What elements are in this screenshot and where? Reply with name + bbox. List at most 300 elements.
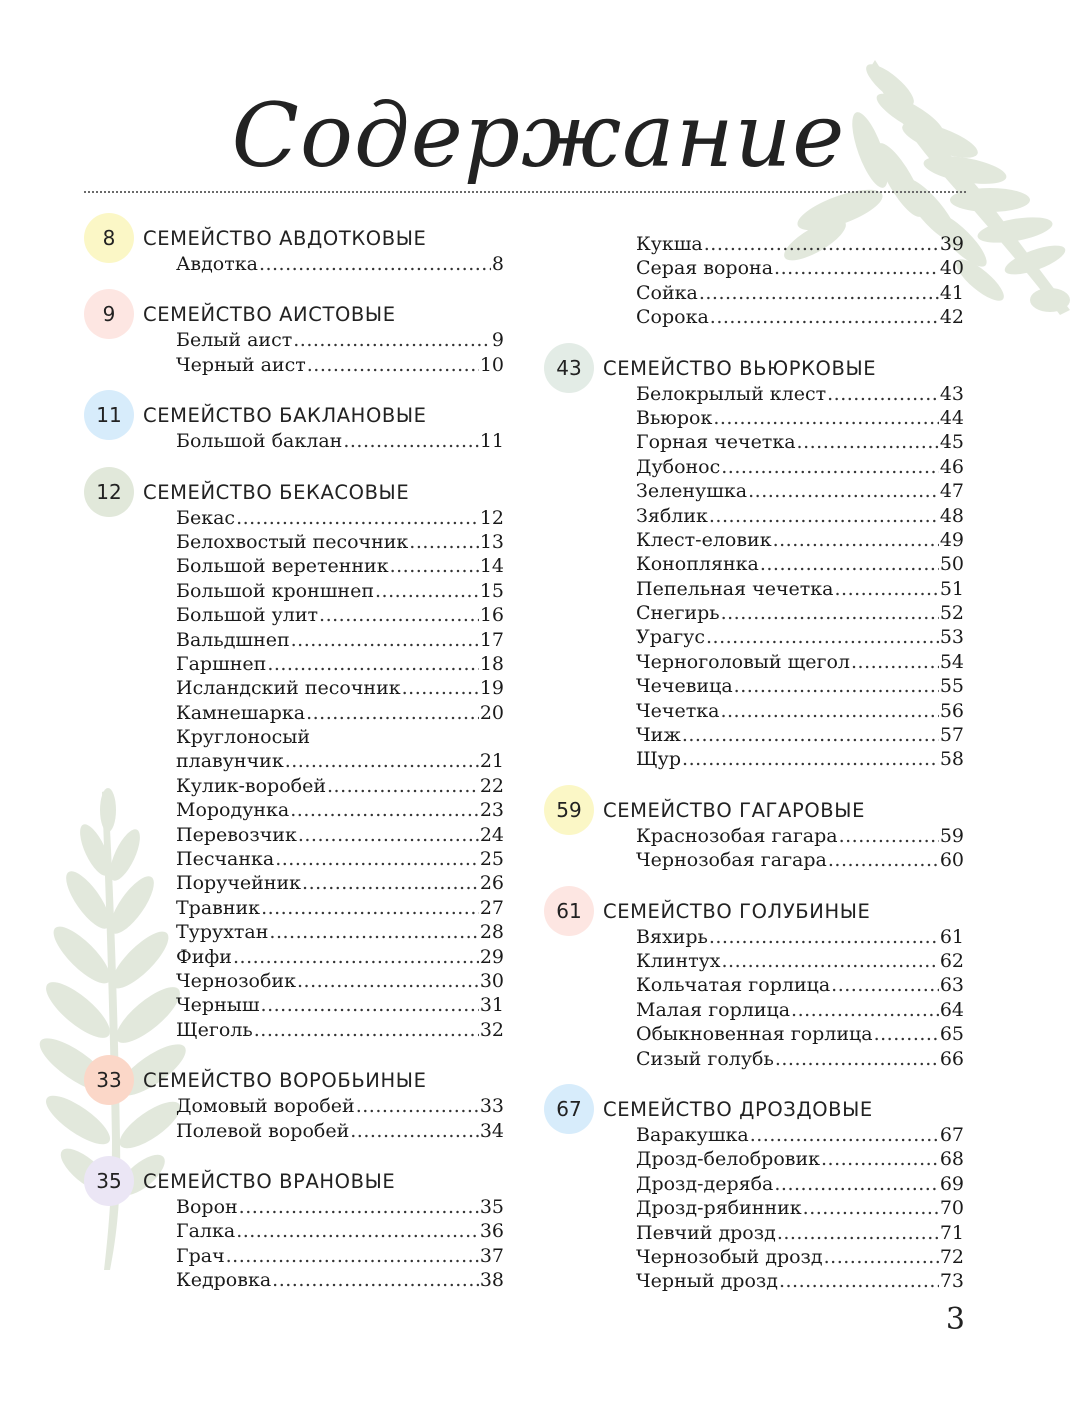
toc-entry[interactable] <box>176 701 504 725</box>
leader-dots <box>824 1245 939 1269</box>
toc-entry[interactable] <box>176 1195 504 1219</box>
entry-page-number: 21 <box>479 750 504 773</box>
leader-dots <box>236 506 479 530</box>
entry-page-number: 30 <box>479 969 504 992</box>
family-heading <box>84 1167 524 1195</box>
entry-page-number: 17 <box>479 628 504 651</box>
toc-entry[interactable] <box>636 406 964 430</box>
leader-dots <box>851 650 939 674</box>
leader-dots <box>834 577 938 601</box>
toc-entry[interactable] <box>636 1196 964 1220</box>
entry-title: Травник <box>176 896 261 919</box>
toc-entry[interactable] <box>636 1221 964 1245</box>
family-page-badge: 11 <box>84 390 134 440</box>
family-name: СЕМЕЙСТВО АИСТОВЫЕ <box>143 303 396 327</box>
entry-page-number: 36 <box>479 1220 504 1243</box>
entry-title: Белохвостый песочник <box>176 530 409 553</box>
leader-dots <box>874 1022 939 1046</box>
toc-entry[interactable] <box>176 429 504 453</box>
entry-title: Щур <box>636 748 682 771</box>
toc-entry[interactable] <box>636 232 964 256</box>
entry-title: Дрозд-рябинник <box>636 1197 802 1220</box>
family-page-badge: 9 <box>84 289 134 339</box>
entry-page-number: 72 <box>939 1245 964 1268</box>
entry-page-number: 34 <box>479 1119 504 1142</box>
entry-title: Перевозчик <box>176 823 297 846</box>
toc-entry[interactable] <box>176 1219 504 1243</box>
leader-dots <box>779 1269 939 1293</box>
leader-dots <box>261 993 479 1017</box>
toc-entry[interactable] <box>636 650 964 674</box>
leader-dots <box>291 628 479 652</box>
leader-dots <box>797 430 939 454</box>
entry-title: Авдотка <box>176 253 258 275</box>
entry-title: Коноплянка <box>636 553 759 576</box>
title-dotted-rule <box>84 191 966 193</box>
toc-entry[interactable] <box>176 506 504 530</box>
entry-page-number: 12 <box>479 506 504 529</box>
entry-title: Круглоносый <box>176 726 311 749</box>
toc-entry[interactable] <box>636 998 964 1022</box>
entry-title: Белый аист <box>176 329 293 352</box>
entry-page-number: 28 <box>479 921 504 944</box>
leader-dots <box>390 554 479 578</box>
family-heading <box>544 796 984 824</box>
entry-page-number: 73 <box>939 1270 964 1293</box>
toc-entry[interactable] <box>176 945 504 969</box>
entry-page-number: 8 <box>491 253 504 275</box>
leader-dots <box>293 328 491 352</box>
leader-dots <box>356 1094 479 1118</box>
entry-title: Ворон <box>176 1195 238 1218</box>
entry-title: Исландский песочник <box>176 677 401 700</box>
entry-title: Песчанка <box>176 848 275 871</box>
leader-dots <box>720 699 938 723</box>
toc-entry[interactable] <box>176 676 504 700</box>
entry-title: Певчий дрозд <box>636 1221 776 1244</box>
entry-title: Клинтух <box>636 949 721 972</box>
entry-title: Дрозд-деряба <box>636 1172 774 1195</box>
toc-entry[interactable] <box>176 1094 504 1118</box>
entry-page-number: 57 <box>939 724 964 747</box>
leader-dots <box>734 674 939 698</box>
toc-entry[interactable] <box>176 603 504 627</box>
toc-entry[interactable] <box>176 896 504 920</box>
leader-dots <box>226 1244 479 1268</box>
family-section <box>544 354 984 772</box>
toc-entry[interactable] <box>636 1022 964 1046</box>
entry-page-number: 11 <box>479 430 504 453</box>
toc-entry[interactable] <box>176 252 504 276</box>
leader-dots <box>721 455 939 479</box>
entry-page-number: 23 <box>479 799 504 822</box>
leader-dots <box>777 1221 939 1245</box>
toc-entry[interactable] <box>636 430 964 454</box>
leader-dots <box>791 998 939 1022</box>
family-page-badge: 35 <box>84 1156 134 1206</box>
entry-page-number: 10 <box>479 353 504 376</box>
toc-entry[interactable] <box>636 925 964 949</box>
family-name: СЕМЕЙСТВО БЕКАСОВЫЕ <box>143 480 410 504</box>
leader-dots <box>297 969 479 993</box>
leader-dots <box>721 601 939 625</box>
family-section <box>84 224 524 276</box>
leader-dots <box>803 1196 939 1220</box>
leader-dots <box>236 1219 479 1243</box>
entry-title: Чечевица <box>636 675 733 698</box>
entry-page-number: 9 <box>491 329 504 352</box>
toc-entry[interactable] <box>176 353 504 377</box>
entry-title: Поручейник <box>176 872 302 895</box>
entry-title: Большой баклан <box>176 430 343 453</box>
entry-page-number: 56 <box>939 699 964 722</box>
leader-dots <box>773 528 939 552</box>
entry-title: Зеленушка <box>636 480 748 503</box>
leader-dots <box>239 1195 479 1219</box>
entry-title: Урагус <box>636 626 705 649</box>
toc-entry[interactable] <box>636 674 964 698</box>
leader-dots <box>402 676 479 700</box>
entry-page-number: 18 <box>479 652 504 675</box>
family-section <box>84 300 524 377</box>
toc-entry[interactable] <box>636 1269 964 1293</box>
toc-entry[interactable] <box>176 969 504 993</box>
entry-title: Дрозд-белобровик <box>636 1148 820 1171</box>
toc-entry[interactable] <box>636 625 964 649</box>
family-name: СЕМЕЙСТВО ВОРОБЬИНЫЕ <box>143 1069 427 1093</box>
entry-title: Галка <box>176 1220 236 1243</box>
entry-page-number: 59 <box>939 824 964 847</box>
toc-entry[interactable] <box>176 823 504 847</box>
entry-title: Камнешарка <box>176 701 306 724</box>
entry-title: Большой веретенник <box>176 555 389 578</box>
entry-page-number: 35 <box>479 1195 504 1218</box>
entry-page-number: 48 <box>939 504 964 527</box>
leader-dots <box>709 925 939 949</box>
toc-entry[interactable] <box>176 1244 504 1268</box>
leader-dots <box>775 1047 939 1071</box>
leader-dots <box>285 749 479 773</box>
leader-dots <box>327 774 479 798</box>
leader-dots <box>706 625 939 649</box>
toc-entry[interactable] <box>176 328 504 352</box>
leader-dots <box>774 1172 938 1196</box>
entry-page-number: 58 <box>939 748 964 771</box>
family-page-badge: 67 <box>544 1084 594 1134</box>
toc-entry[interactable] <box>636 1172 964 1196</box>
family-name: СЕМЕЙСТВО ГОЛУБИНЫЕ <box>603 899 871 923</box>
leader-dots <box>269 920 478 944</box>
entry-title: Большой улит <box>176 604 319 627</box>
entry-title: Вяхирь <box>636 925 708 948</box>
toc-entry[interactable] <box>636 601 964 625</box>
leader-dots <box>375 579 479 603</box>
entry-page-number: 15 <box>479 579 504 602</box>
family-section <box>544 796 984 873</box>
family-section <box>84 1167 524 1293</box>
entry-title: Бекас <box>176 506 236 529</box>
entry-title: Пепельная чечетка <box>636 577 834 600</box>
entry-title: Сизый голубь <box>636 1047 774 1070</box>
toc-entry[interactable] <box>636 552 964 576</box>
entry-title: Мородунка <box>176 799 290 822</box>
entry-title: Вальдшнеп <box>176 628 290 651</box>
entry-title: Кольчатая горлица <box>636 974 831 997</box>
entry-title: Щеголь <box>176 1018 253 1041</box>
entry-title: Зяблик <box>636 504 708 527</box>
entry-title: Вьюрок <box>636 406 713 429</box>
toc-entry[interactable] <box>636 747 964 771</box>
entry-page-number: 13 <box>479 530 504 553</box>
toc-entry[interactable] <box>636 1123 964 1147</box>
family-name: СЕМЕЙСТВО БАКЛАНОВЫЕ <box>143 404 427 428</box>
entry-page-number: 50 <box>939 553 964 576</box>
toc-entry[interactable] <box>636 305 964 329</box>
entry-page-number: 55 <box>939 675 964 698</box>
entry-page-number: 60 <box>939 849 964 872</box>
entry-title: Турухтан <box>176 921 269 944</box>
family-heading <box>84 478 524 506</box>
entry-title: Серая ворона <box>636 257 774 280</box>
entry-title: Обыкновенная горлица <box>636 1023 873 1046</box>
family-heading <box>84 401 524 429</box>
toc-entry[interactable] <box>636 256 964 280</box>
toc-entry[interactable] <box>636 382 964 406</box>
entry-title: Черноголовый щегол <box>636 650 850 673</box>
entry-title: Кедровка <box>176 1269 272 1292</box>
family-section <box>544 897 984 1071</box>
entry-title: Дубонос <box>636 455 721 478</box>
toc-entry[interactable] <box>176 920 504 944</box>
page-number: 3 <box>945 1302 965 1337</box>
family-section <box>84 401 524 453</box>
toc-entry[interactable] <box>176 579 504 603</box>
toc-entry[interactable] <box>176 871 504 895</box>
entry-page-number: 53 <box>939 626 964 649</box>
entry-page-number: 69 <box>939 1172 964 1195</box>
toc-entry[interactable] <box>636 723 964 747</box>
leader-dots <box>319 603 479 627</box>
entry-page-number: 19 <box>479 677 504 700</box>
entry-page-number: 46 <box>939 455 964 478</box>
entry-page-number: 24 <box>479 823 504 846</box>
toc-entry[interactable] <box>176 554 504 578</box>
entry-page-number: 22 <box>479 774 504 797</box>
entry-page-number: 40 <box>939 257 964 280</box>
toc-entry[interactable] <box>636 1047 964 1071</box>
page-title: Содержание <box>231 84 846 187</box>
toc-entry[interactable] <box>636 973 964 997</box>
leader-dots <box>713 406 938 430</box>
family-page-badge: 12 <box>84 467 134 517</box>
family-page-badge: 43 <box>544 343 594 393</box>
family-name: СЕМЕЙСТВО ВЬЮРКОВЫЕ <box>603 356 877 380</box>
entry-title: Грач <box>176 1244 225 1267</box>
leader-dots <box>306 701 479 725</box>
leader-dots <box>682 747 939 771</box>
entry-page-number: 16 <box>479 604 504 627</box>
toc-entry[interactable] <box>636 479 964 503</box>
leader-dots <box>699 281 939 305</box>
entry-page-number: 44 <box>939 406 964 429</box>
family-section <box>84 478 524 1043</box>
toc-entry[interactable] <box>176 847 504 871</box>
toc-entry[interactable] <box>176 749 504 773</box>
entry-title: Чернозобый дрозд <box>636 1245 823 1268</box>
entry-page-number: 27 <box>479 896 504 919</box>
leader-dots <box>409 530 479 554</box>
leader-dots <box>704 232 939 256</box>
family-name: СЕМЕЙСТВО ДРОЗДОВЫЕ <box>603 1097 873 1121</box>
leader-dots <box>267 652 479 676</box>
family-section <box>544 228 984 330</box>
family-name: СЕМЕЙСТВО ГАГАРОВЫЕ <box>603 798 865 822</box>
leader-dots <box>760 552 939 576</box>
leader-dots <box>831 973 939 997</box>
entry-page-number: 51 <box>939 577 964 600</box>
entry-page-number: 29 <box>479 945 504 968</box>
entry-title: Сойка <box>636 281 698 304</box>
toc-entry[interactable] <box>176 628 504 652</box>
toc-entry[interactable] <box>636 949 964 973</box>
entry-page-number: 32 <box>479 1018 504 1041</box>
leader-dots <box>774 256 939 280</box>
entry-page-number: 26 <box>479 872 504 895</box>
entry-page-number: 61 <box>939 925 964 948</box>
entry-page-number: 62 <box>939 949 964 972</box>
entry-page-number: 65 <box>939 1023 964 1046</box>
toc-column-right <box>544 228 984 1318</box>
entry-page-number: 42 <box>939 306 964 329</box>
toc-entry[interactable] <box>176 530 504 554</box>
toc-entry[interactable] <box>636 504 964 528</box>
family-heading <box>84 224 524 252</box>
family-section <box>544 1095 984 1294</box>
entry-page-number: 37 <box>479 1244 504 1267</box>
toc-entry[interactable] <box>176 774 504 798</box>
family-page-badge: 61 <box>544 886 594 936</box>
entry-title: Снегирь <box>636 602 720 625</box>
entry-page-number: 41 <box>939 281 964 304</box>
entry-title: Полевой воробей <box>176 1119 350 1142</box>
entry-title: Чечетка <box>636 699 720 722</box>
entry-title: Гаршнеп <box>176 652 267 675</box>
leader-dots <box>722 949 939 973</box>
toc-entry[interactable] <box>176 652 504 676</box>
toc-entry[interactable] <box>176 1018 504 1042</box>
toc-entry[interactable] <box>636 528 964 552</box>
entry-title: Большой кроншнеп <box>176 579 374 602</box>
entry-page-number: 63 <box>939 974 964 997</box>
entry-page-number: 54 <box>939 650 964 673</box>
leader-dots <box>233 945 479 969</box>
entry-page-number: 64 <box>939 998 964 1021</box>
leader-dots <box>827 382 939 406</box>
toc-entry[interactable] <box>636 1245 964 1269</box>
toc-entry[interactable] <box>176 725 504 749</box>
toc-entry[interactable] <box>636 699 964 723</box>
entry-title: Клест-еловик <box>636 528 772 551</box>
entry-title: Краснозобая гагара <box>636 824 838 847</box>
toc-column-left <box>84 224 524 1317</box>
entry-page-number: 38 <box>479 1269 504 1292</box>
entry-title: Чиж <box>636 724 681 747</box>
entry-page-number: 67 <box>939 1123 964 1146</box>
family-name: СЕМЕЙСТВО ВРАНОВЫЕ <box>143 1169 396 1193</box>
leader-dots <box>259 252 491 276</box>
family-page-badge: 33 <box>84 1055 134 1105</box>
entry-title: Малая горлица <box>636 998 791 1021</box>
toc-entry[interactable] <box>176 1119 504 1143</box>
entry-page-number: 68 <box>939 1148 964 1171</box>
family-section <box>84 1066 524 1143</box>
leader-dots <box>272 1268 479 1292</box>
leader-dots <box>710 305 939 329</box>
entry-title: Черныш <box>176 994 260 1017</box>
entry-page-number: 47 <box>939 480 964 503</box>
entry-title: Кукша <box>636 233 703 255</box>
family-heading <box>544 1095 984 1123</box>
entry-title: Черный дрозд <box>636 1270 778 1293</box>
entry-title: Домовый воробей <box>176 1095 355 1118</box>
toc-entry[interactable] <box>176 798 504 822</box>
entry-title: плавунчик <box>176 750 284 773</box>
family-heading <box>544 354 984 382</box>
leader-dots <box>821 1147 939 1171</box>
toc-entry[interactable] <box>176 1268 504 1292</box>
entry-page-number: 14 <box>479 555 504 578</box>
leader-dots <box>709 504 939 528</box>
leader-dots <box>748 479 939 503</box>
toc-entry[interactable] <box>636 577 964 601</box>
entry-title: Сорока <box>636 306 709 329</box>
leader-dots <box>302 871 479 895</box>
entry-page-number: 39 <box>939 233 964 255</box>
toc-entry[interactable] <box>636 455 964 479</box>
entry-page-number: 52 <box>939 602 964 625</box>
family-heading <box>84 300 524 328</box>
entry-title: Белокрылый клест <box>636 382 827 405</box>
toc-entry[interactable] <box>636 281 964 305</box>
leader-dots <box>298 823 479 847</box>
toc-entry[interactable] <box>636 824 964 848</box>
toc-entry[interactable] <box>636 848 964 872</box>
entry-title: Кулик-воробей <box>176 774 326 797</box>
family-heading <box>544 897 984 925</box>
leader-dots <box>828 848 939 872</box>
leader-dots <box>275 847 479 871</box>
leader-dots <box>750 1123 939 1147</box>
entry-page-number: 31 <box>479 994 504 1017</box>
entry-page-number: 70 <box>939 1197 964 1220</box>
toc-entry[interactable] <box>176 993 504 1017</box>
entry-page-number: 43 <box>939 382 964 405</box>
family-heading <box>84 1066 524 1094</box>
entry-title: Варакушка <box>636 1123 749 1146</box>
toc-entry[interactable] <box>636 1147 964 1171</box>
entry-page-number: 49 <box>939 528 964 551</box>
entry-page-number: 66 <box>939 1047 964 1070</box>
leader-dots <box>350 1119 479 1143</box>
family-page-badge: 8 <box>84 213 134 263</box>
leader-dots <box>290 798 479 822</box>
entry-title: Горная чечетка <box>636 431 796 454</box>
entry-page-number: 71 <box>939 1221 964 1244</box>
entry-page-number: 33 <box>479 1095 504 1118</box>
entry-page-number: 25 <box>479 848 504 871</box>
entry-page-number: 45 <box>939 431 964 454</box>
leader-dots <box>343 429 478 453</box>
